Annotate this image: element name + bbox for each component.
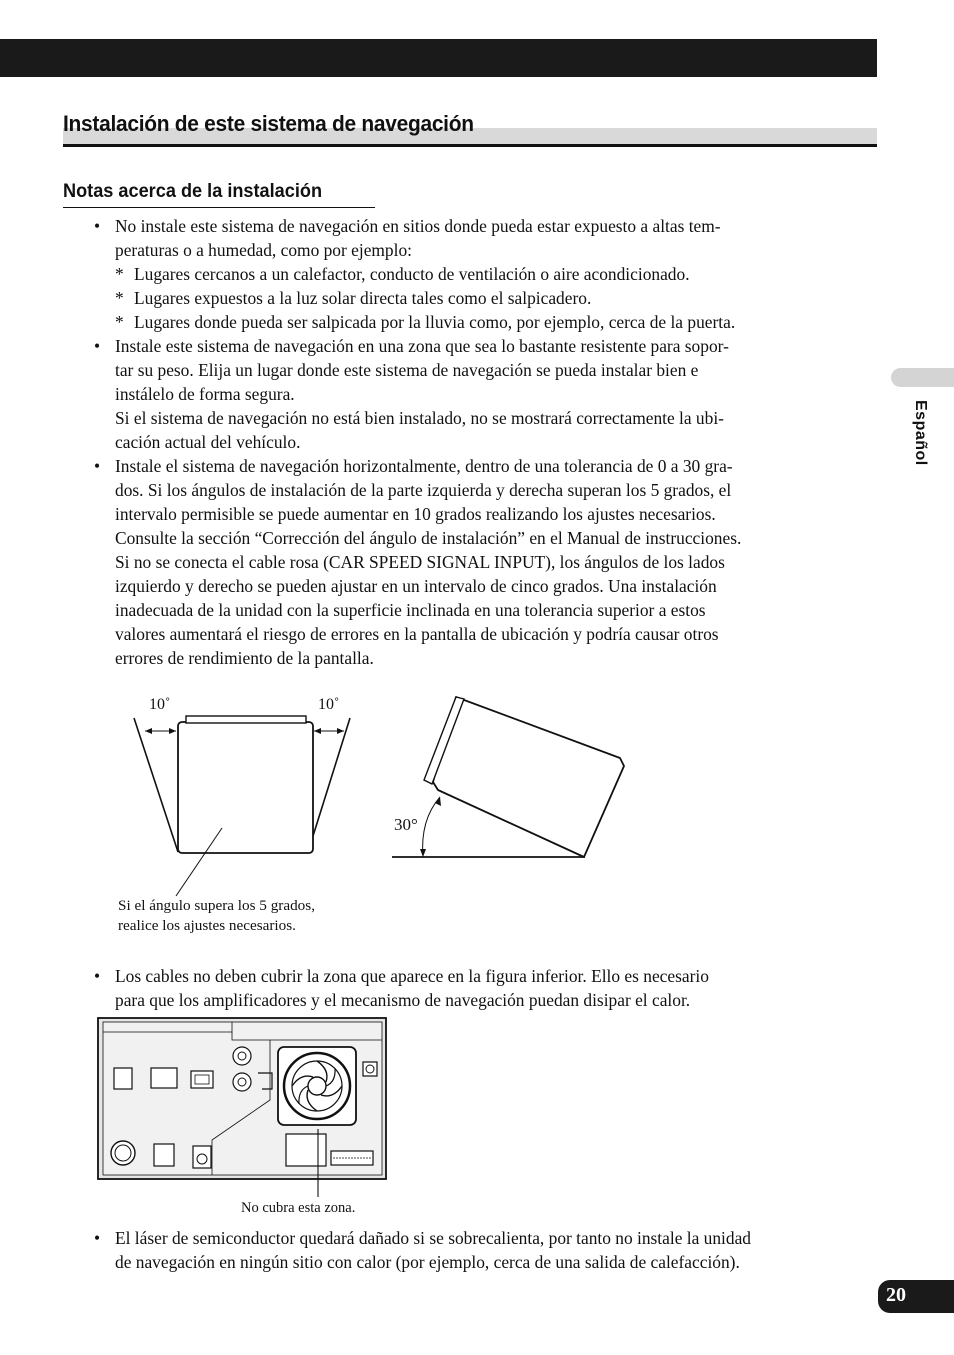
text-line: instálelo de forma segura. (115, 384, 295, 404)
bullet-glyph: • (94, 216, 101, 236)
bullet-glyph: • (94, 456, 101, 476)
text-line: Si el sistema de navegación no está bien instalado, no se mostrará correctamente la ubi- (115, 408, 724, 428)
sub-item-text: Lugares cercanos a un calefactor, conducto de ventilación o aire acondicionado. (134, 264, 690, 284)
rear-figure-caption: No cubra esta zona. (241, 1200, 356, 1216)
text-line: cación actual del vehículo. (115, 432, 301, 452)
language-tab (891, 368, 954, 387)
sub-item-glyph: * (115, 312, 124, 332)
left-angle-label: 10˚ (149, 696, 171, 713)
text-line: para que los amplificadores y el mecanismo de navegación puedan disipar el calor. (115, 990, 691, 1010)
text-line: tar su peso. Elija un lugar donde este sistema de navegación se pueda instalar bien e (115, 360, 699, 380)
bullet-glyph: • (94, 1228, 101, 1248)
text-line: El láser de semiconductor quedará dañado si se sobrecalienta, por tanto no instale la unidad (115, 1228, 751, 1248)
language-label: Español (912, 400, 929, 466)
list-item (90, 1226, 880, 1274)
text-line: Si no se conecta el cable rosa (CAR SPEED SIGNAL INPUT), los ángulos de los lados (115, 552, 725, 572)
text-line: izquierdo y derecho se pueden ajustar en un intervalo de cinco grados. Una instalación (115, 576, 717, 596)
notes-list-bottom (90, 1226, 880, 1274)
subsection-title: Notas acerca de la instalación (63, 180, 323, 202)
text-line: inadecuada de la unidad con la superficie inclinada en una tolerancia superior a estos (115, 600, 706, 620)
page-number-badge (878, 1280, 954, 1313)
text-line: Instale el sistema de navegación horizontalmente, dentro de una tolerancia de 0 a 30 gra- (115, 456, 733, 476)
text-line: Consulte la sección “Corrección del ángulo de instalación” en el Manual de instrucciones. (115, 528, 742, 548)
text-line: peraturas o a humedad, como por ejemplo: (115, 240, 412, 260)
text-line: dos. Si los ángulos de instalación de la parte izquierda y derecha superan los 5 grados, el (115, 480, 732, 500)
sub-item-glyph: * (115, 288, 124, 308)
tilt-angle-label: 30° (394, 815, 418, 834)
sub-item-text: Lugares donde pueda ser salpicada por la lluvia como, por ejemplo, cerca de la puerta. (134, 312, 736, 332)
text-line: valores aumentará el riesgo de errores en la pantalla de ubicación y podría causar otros (115, 624, 719, 644)
bullet-glyph: • (94, 966, 101, 986)
right-angle-label: 10˚ (318, 696, 340, 713)
sub-item-glyph: * (115, 264, 124, 284)
sub-item-text: Lugares expuestos a la luz solar directa tales como el salpicadero. (134, 288, 592, 308)
text-line: No instale este sistema de navegación en sitios donde pueda estar expuesto a altas tem- (115, 216, 721, 236)
caption-line: Si el ángulo supera los 5 grados, (118, 897, 315, 914)
text-line: intervalo permisible se puede aumentar en 10 grados realizando los ajustes necesarios. (115, 504, 716, 524)
page-number: 20 (886, 1284, 906, 1306)
text-line: de navegación en ningún sitio con calor (por ejemplo, cerca de una salida de calefacción). (115, 1252, 740, 1272)
text-line: Los cables no deben cubrir la zona que aparece en la figura inferior. Ello es necesario (115, 966, 709, 986)
text-line: errores de rendimiento de la pantalla. (115, 648, 374, 668)
text-line: Instale este sistema de navegación en una zona que sea lo bastante resistente para sopor- (115, 336, 729, 356)
bullet-glyph: • (94, 336, 101, 356)
section-title: Instalación de este sistema de navegación (63, 111, 474, 136)
caption-line: realice los ajustes necesarios. (118, 917, 296, 934)
